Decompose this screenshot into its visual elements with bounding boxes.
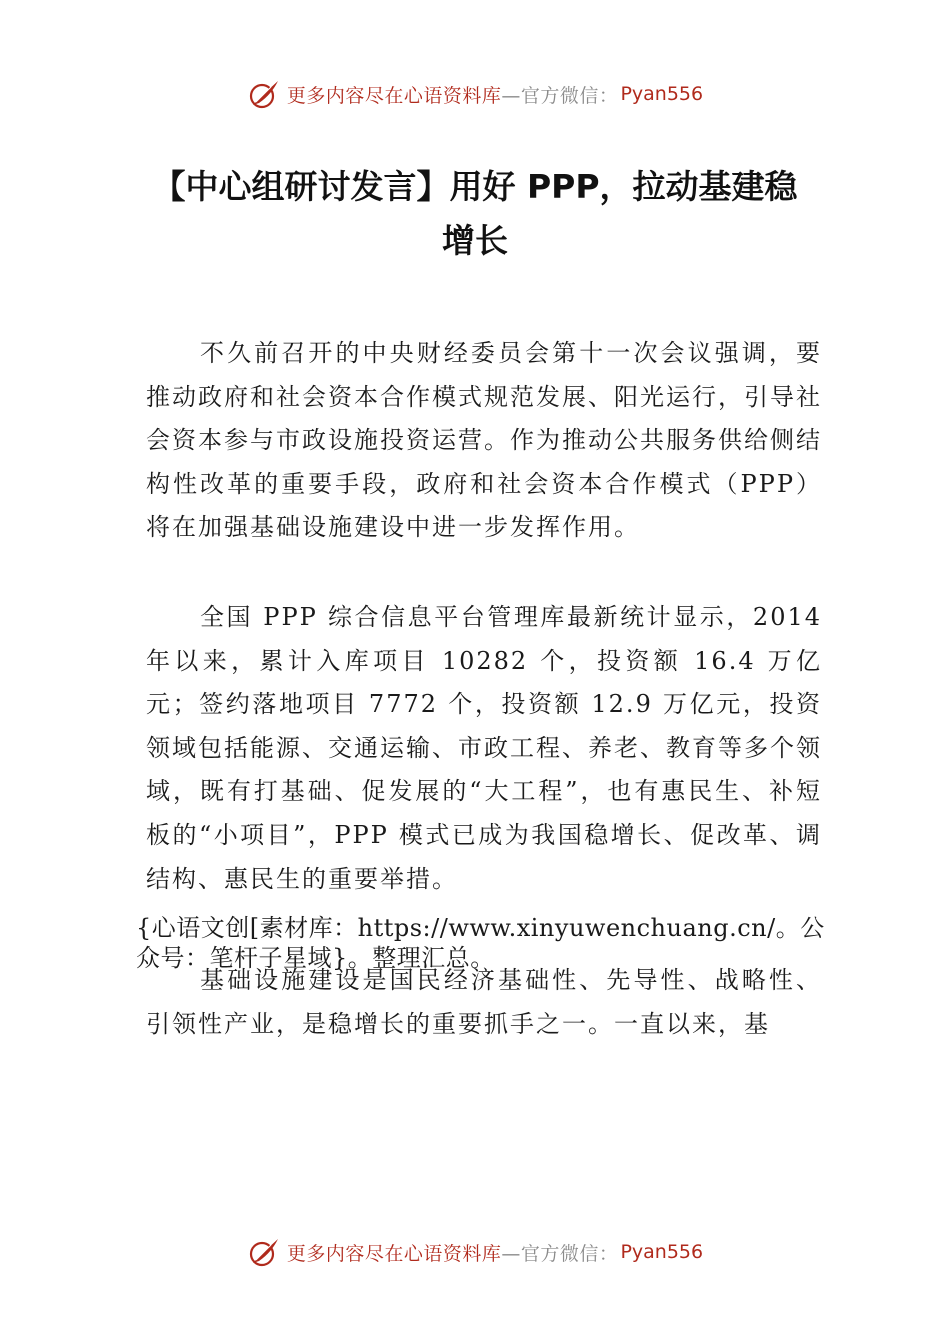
header-banner <box>0 72 950 116</box>
paragraph-3: 基础设施建设是国民经济基础性、先导性、战略性、引领性产业，是稳增长的重要抓手之一。一直以来，基 <box>146 966 822 1038</box>
document-title <box>120 160 830 268</box>
footer-banner <box>0 1230 950 1274</box>
banner-sub-text: —官方微信： <box>501 84 619 107</box>
banner-sub-text: —官方微信： <box>501 1242 619 1265</box>
paragraph-1: 不久前召开的中央财经委员会第十一次会议强调，要推动政府和社会资本合作模式规范发展、阳光运行，引导社会资本参与市政设施投资运营。作为推动公共服务供给侧结构性改革的重要手段，政府和社会资本合作模式（PPP）将在加强基础设施建设中进一步发挥作用。 <box>146 339 822 542</box>
banner-main-text: 更多内容尽在心语资料库 <box>286 1242 502 1265</box>
title-line-2: 增长 <box>442 221 508 260</box>
banner-main-text: 更多内容尽在心语资料库 <box>286 84 502 107</box>
source-note: {心语文创[素材库：https://www.xinyuwenchuang.cn/。公众号：笔杆子星域}。整理汇总。 <box>136 914 825 972</box>
banner-wechat-id: Pyan556 <box>620 1241 704 1263</box>
quill-logo-icon <box>247 1235 281 1269</box>
paragraph-2: 全国 PPP 综合信息平台管理库最新统计显示，2014 年以来，累计入库项目 10282 个，投资额 16.4 万亿元；签约落地项目 7772 个，投资额 12.9 万亿元，投资领域包括能源、交通运输、市政工程、养老、教育等多个领域，既有打基础、促发展的“大工程”，也有惠民生、补短板的“小项目”，PPP 模式已成为我国稳增长、促改革、调结构、惠民生的重要举措。 <box>146 603 822 893</box>
banner-wechat-id: Pyan556 <box>620 83 704 105</box>
quill-logo-icon <box>247 77 281 111</box>
title-line-1: 【中心组研讨发言】用好 PPP，拉动基建稳 <box>152 167 798 206</box>
